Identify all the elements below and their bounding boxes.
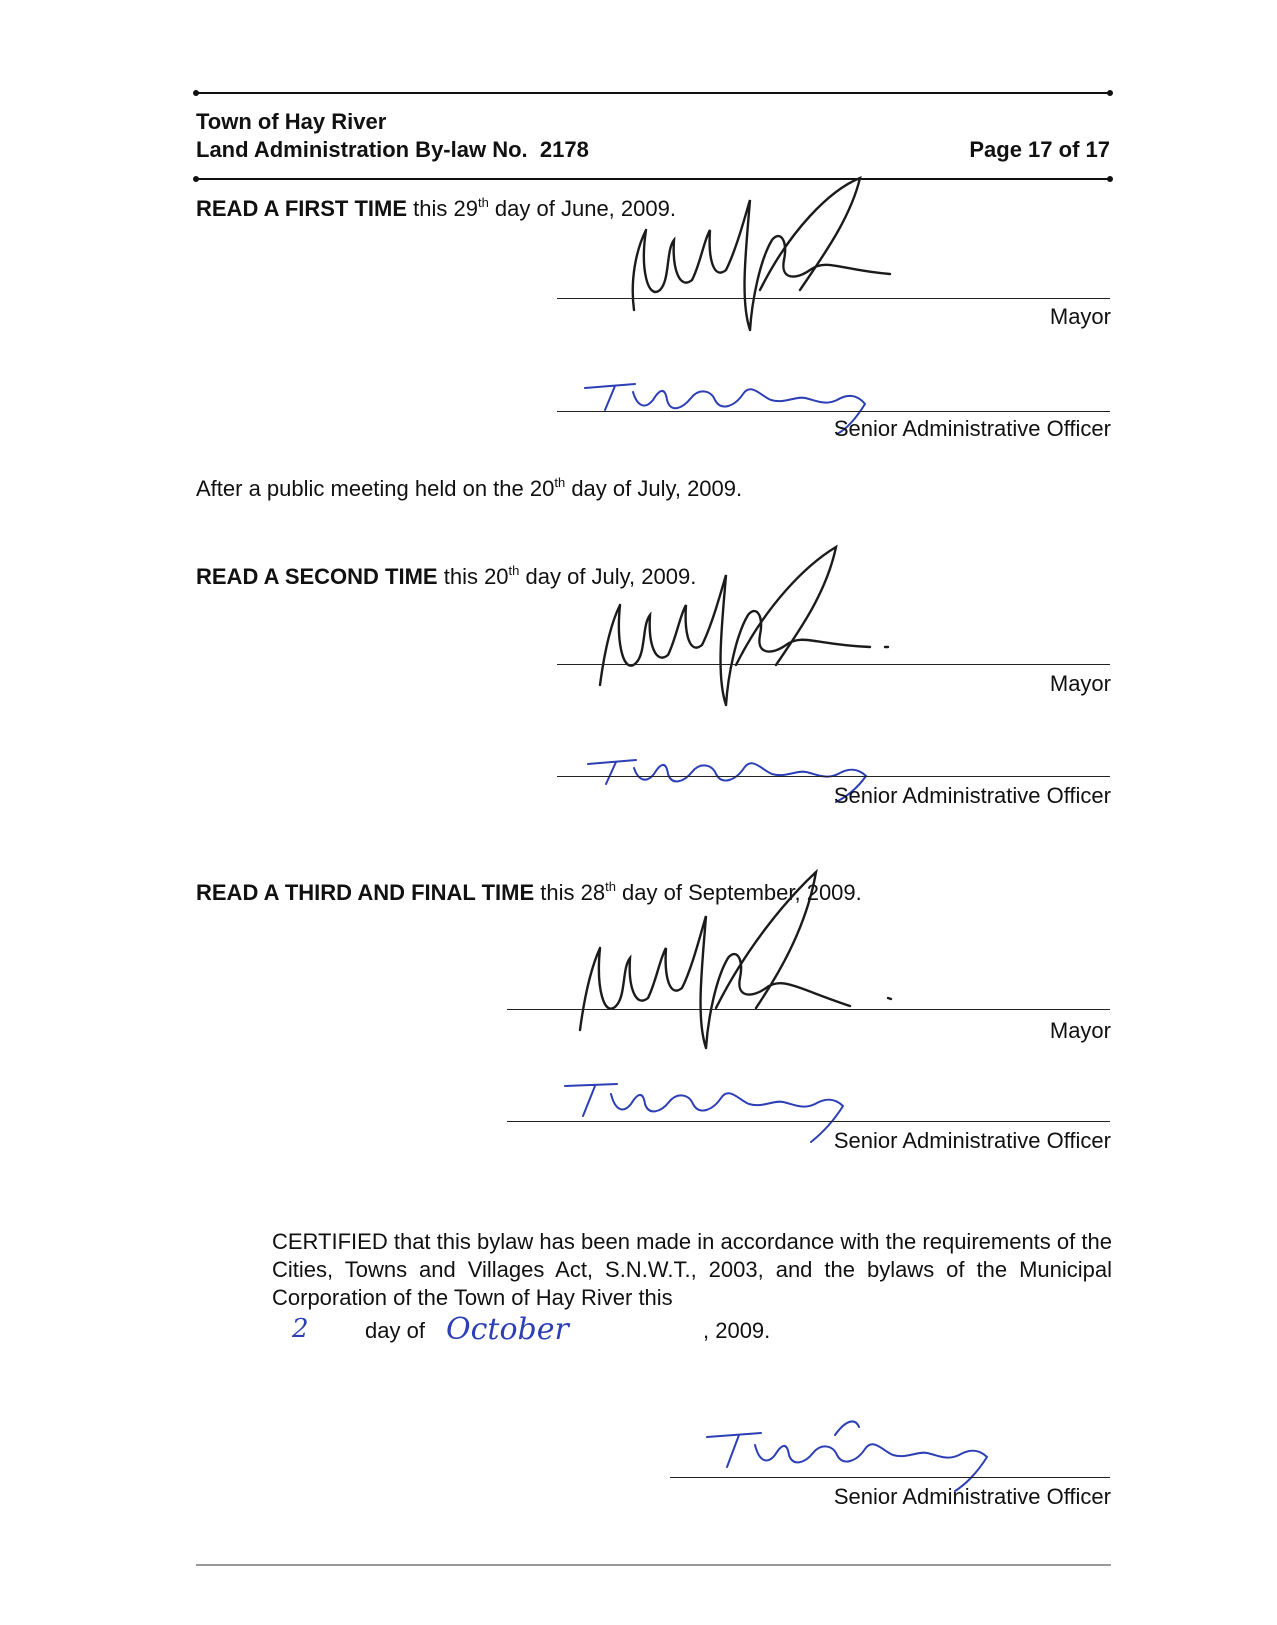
public-meeting-sup: th <box>554 475 566 490</box>
sao-label-certification: Senior Administrative Officer <box>833 1484 1111 1509</box>
first-reading-sup: th <box>477 195 489 210</box>
third-reading-sup: th <box>605 879 616 894</box>
first-reading-pre: this 29 <box>407 196 478 221</box>
mayor-signature-1 <box>600 170 960 360</box>
third-reading-pre: this 28 <box>534 880 606 905</box>
header-top-rule-end-dot <box>1107 90 1113 96</box>
certification-year: , 2009. <box>703 1318 771 1343</box>
sao-label-2: Senior Administrative Officer <box>833 783 1111 808</box>
header-page-number: Page 17 of 17 <box>969 137 1110 162</box>
second-reading-sup: th <box>508 563 520 578</box>
certification-day-handwritten: 2 <box>292 1314 309 1344</box>
mayor-signature-line-2 <box>557 664 1110 665</box>
first-reading-post: day of June, 2009. <box>488 196 676 221</box>
certification-text: CERTIFIED that this bylaw has been made in accordance with the requirements of the Cities, Towns and Villages Act, S.N.W.T., 2003, and the bylaws of the Municipal Corporation of the Town of Hay River this <box>272 1229 1112 1310</box>
public-meeting-post: day of July, 2009. <box>565 476 743 501</box>
first-reading-label: READ A FIRST TIME <box>196 196 408 221</box>
public-meeting-line <box>196 476 742 502</box>
sao-signature-certification <box>695 1415 1025 1495</box>
third-reading-post: day of September, 2009. <box>615 880 862 905</box>
mayor-label-2: Mayor <box>1049 671 1111 696</box>
mayor-label-3: Mayor <box>1049 1018 1111 1043</box>
sao-signature-line-2 <box>557 776 1110 777</box>
sao-signature-line-certification <box>670 1477 1110 1478</box>
sao-signature-line-1 <box>557 411 1110 412</box>
mayor-label-1: Mayor <box>1049 304 1111 329</box>
mayor-signature-line-1 <box>557 298 1110 299</box>
header-bottom-rule-end-dot <box>1107 176 1113 182</box>
sao-label-1: Senior Administrative Officer <box>833 416 1111 441</box>
mayor-signature-2 <box>580 535 960 725</box>
second-reading-pre: this 20 <box>437 564 509 589</box>
public-meeting-pre: After a public meeting held on the 20 <box>196 476 555 501</box>
sao-label-3: Senior Administrative Officer <box>833 1128 1111 1153</box>
mayor-signature-3 <box>560 860 940 1060</box>
certification-day-of: day of <box>365 1318 425 1343</box>
header-bottom-rule-start-dot <box>193 176 199 182</box>
sao-signature-line-3 <box>507 1121 1110 1122</box>
header-bylaw-title: Land Administration By-law No. 2178 <box>196 137 589 162</box>
footer-rule <box>196 1564 1111 1566</box>
certification-month-handwritten: October <box>446 1312 569 1347</box>
header-top-rule-start-dot <box>193 90 199 96</box>
third-reading-label: READ A THIRD AND FINAL TIME <box>196 880 535 905</box>
second-reading-label: READ A SECOND TIME <box>196 564 438 589</box>
second-reading-post: day of July, 2009. <box>519 564 697 589</box>
mayor-signature-line-3 <box>507 1009 1110 1010</box>
header-town: Town of Hay River <box>196 109 387 134</box>
header-top-rule <box>196 92 1111 94</box>
